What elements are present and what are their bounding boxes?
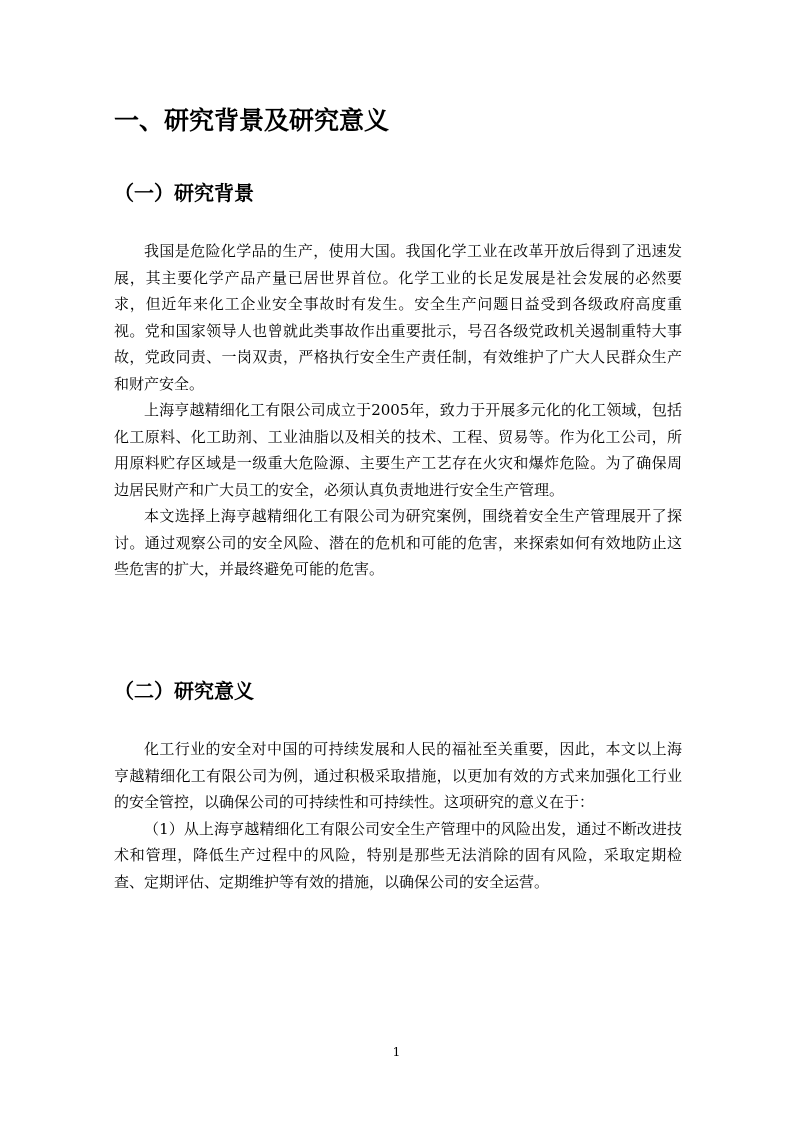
- paragraph: 本文选择上海亨越精细化工有限公司为研究案例，围绕着安全生产管理展开了探讨。通过观察公司的安全风险、潜在的危机和可能的危害，来探索如何有效地防止这些危害的扩大，并最终避免可能的危害。: [114, 507, 682, 578]
- section-significance-body: [114, 736, 682, 895]
- section-heading-significance: （二）研究意义: [114, 679, 254, 703]
- page-number: 1: [392, 1045, 401, 1059]
- list-item: （1）从上海亨越精细化工有限公司安全生产管理中的风险出发，通过不断改进技术和管理，降低生产过程中的风险，特别是那些无法消除的固有风险，采取定期检查、定期评估、定期维护等有效的措施，以确保公司的安全运营。: [114, 819, 682, 891]
- section-background-body: [114, 238, 682, 583]
- chapter-heading: 一、研究背景及研究意义: [114, 106, 390, 135]
- paragraph: 上海亨越精细化工有限公司成立于2005年，致力于开展多元化的化工领域，包括化工原料、化工助剂、工业油脂以及相关的技术、工程、贸易等。作为化工公司，所用原料贮存区域是一级重大危险源、主要生产工艺存在火灾和爆炸危险。为了确保周边居民财产和广大员工的安全，必须认真负责地进行安全生产管理。: [114, 401, 682, 499]
- paragraph: 我国是危险化学品的生产，使用大国。我国化学工业在改革开放后得到了迅速发展，其主要化学产品产量已居世界首位。化学工业的长足发展是社会发展的必然要求，但近年来化工企业安全事故时有发生。安全生产问题日益受到各级政府高度重视。党和国家领导人也曾就此类事故作出重要批示，号召各级党政机关遏制重特大事故，党政同责、一岗双责，严格执行安全生产责任制，有效维护了广大人民群众生产和财产安全。: [114, 242, 682, 393]
- paragraph: 化工行业的安全对中国的可持续发展和人民的福祉至关重要，因此，本文以上海亨越精细化工有限公司为例，通过积极采取措施，以更加有效的方式来加强化工行业的安全管控，以确保公司的可持续性和可持续性。这项研究的意义在于：: [114, 740, 682, 811]
- section-heading-background: （一）研究背景: [114, 181, 254, 205]
